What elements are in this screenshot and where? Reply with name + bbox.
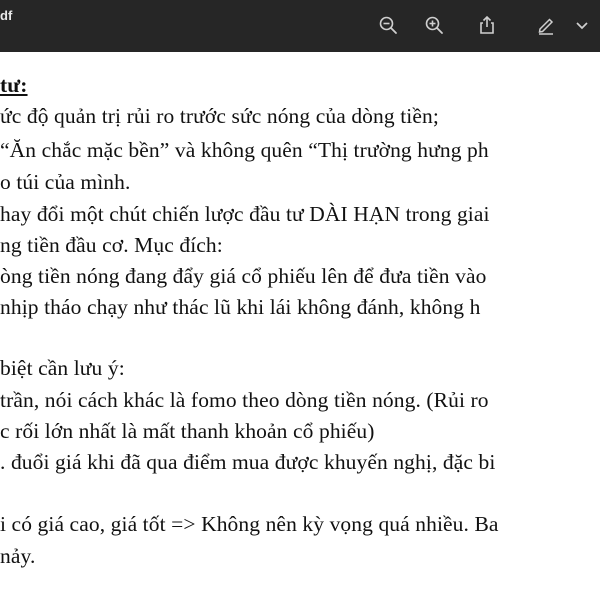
text-line: ng tiền đầu cơ. Mục đích: — [0, 233, 223, 257]
viewer-toolbar — [0, 0, 600, 53]
text-line: òng tiền nóng đang đẩy giá cổ phiếu lên để đưa tiền vào — [0, 264, 487, 288]
text-line: . đuổi giá khi đã qua điểm mua được khuyến nghị, đặc bi — [0, 450, 496, 474]
zoom-in-icon[interactable] — [423, 14, 445, 36]
text-line: nhịp tháo chạy như thác lũ khi lái không đánh, không h — [0, 295, 481, 319]
text-line: trần, nói cách khác là fomo theo dòng tiền nóng. (Rủi ro — [0, 388, 489, 412]
text-line: i có giá cao, giá tốt => Không nên kỳ vọng quá nhiều. Ba — [0, 512, 499, 536]
text-line: nảy. — [0, 544, 36, 568]
text-line: biệt cần lưu ý: — [0, 356, 125, 380]
chevron-down-icon[interactable] — [571, 14, 593, 36]
text-line: “Ăn chắc mặc bền” và không quên “Thị trường hưng ph — [0, 138, 489, 162]
share-icon[interactable] — [476, 14, 498, 36]
document-title: df — [0, 8, 13, 23]
zoom-out-icon[interactable] — [377, 14, 399, 36]
text-line: hay đổi một chút chiến lược đầu tư DÀI HẠN trong giai — [0, 202, 490, 226]
text-line: o túi của mình. — [0, 170, 131, 194]
document-page — [0, 52, 600, 600]
section-heading: tư: — [0, 73, 28, 97]
text-line: ức độ quản trị rủi ro trước sức nóng của dòng tiền; — [0, 104, 439, 128]
text-line: c rối lớn nhất là mất thanh khoản cổ phiếu) — [0, 419, 375, 443]
pen-icon[interactable] — [535, 14, 557, 36]
